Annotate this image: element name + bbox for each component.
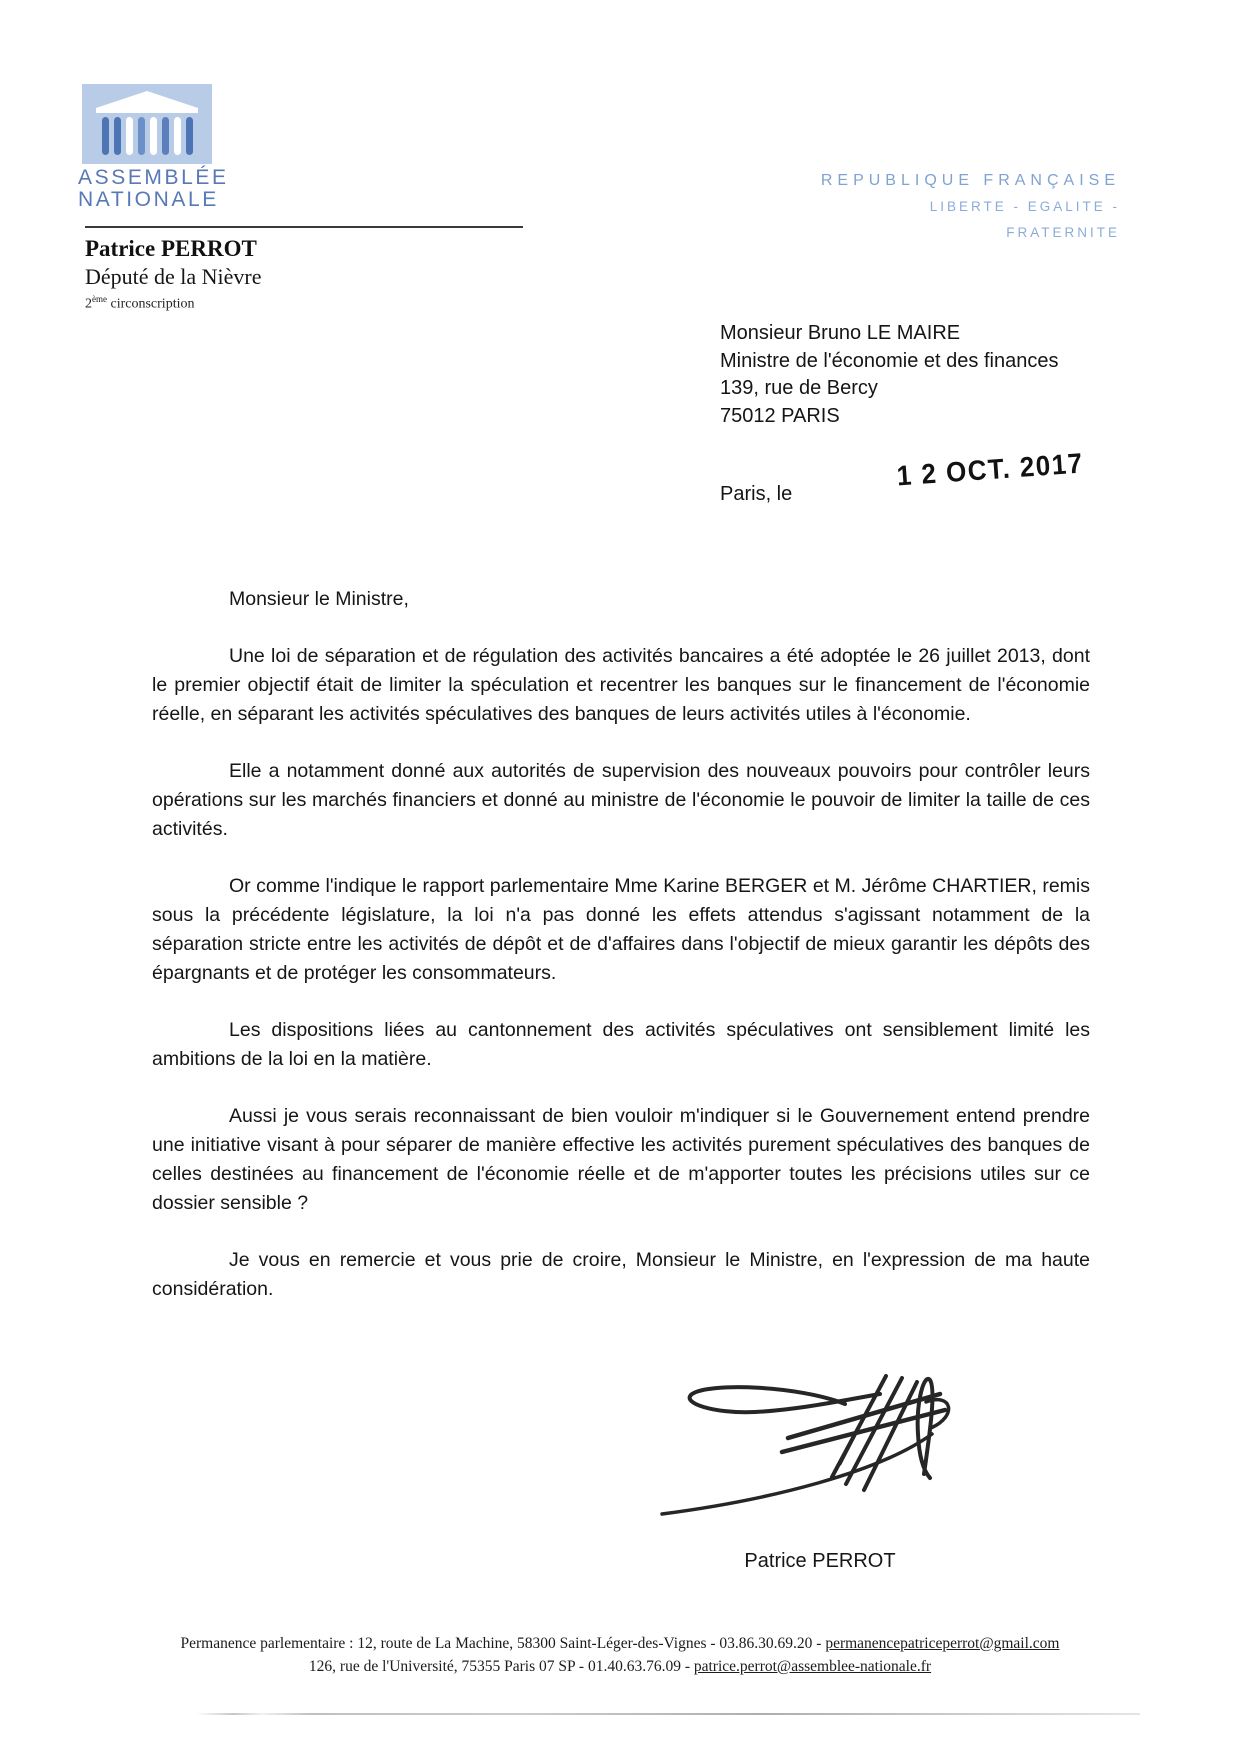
letter-body [152, 585, 1090, 1332]
district-label: circonscription [107, 296, 195, 312]
body-paragraph: Les dispositions liées au cantonnement des activités spéculatives ont sensiblement limité les ambitions de la loi en la matière. [152, 1019, 1090, 1070]
assemblee-nationale-logo parliament-building-icon [82, 84, 212, 164]
footer-line2-text: 126, rue de l'Université, 75355 Paris 07 SP - 01.40.63.76.09 - [308, 1658, 694, 1675]
handwritten-signature [640, 1372, 970, 1527]
dateline-place: Paris, le [720, 483, 793, 505]
district-ordinal-suffix: ème [92, 294, 107, 304]
recipient-line: 75012 PARIS [720, 404, 840, 427]
body-paragraph: Je vous en remercie et vous prie de croire, Monsieur le Ministre, en l'expression de ma haute considération. [152, 1249, 1090, 1300]
sender-name: Patrice PERROT [85, 236, 257, 261]
sender-district [85, 294, 194, 313]
footer-email-link-assemblee[interactable]: patrice.perrot@assemblee-nationale.fr [693, 1658, 932, 1675]
recipient-line: Ministre de l'économie et des finances [720, 349, 1059, 372]
recipient-line: 139, rue de Bercy [720, 377, 878, 399]
recipient-address-block [720, 320, 1058, 430]
body-paragraph: Une loi de séparation et de régulation des activités bancaires a été adoptée le 26 juillet 2013, dont le premier objectif était de limiter la spéculation et recentrer les banques sur le financement de l'économie réelle, en séparant les activités spéculatives des banques de leurs activités utiles à l'économie. [152, 645, 1090, 725]
republic-line2: LIBERTE - EGALITE - FRATERNITE [929, 199, 1120, 240]
body-paragraph: Aussi je vous serais reconnaissant de bien vouloir m'indiquer si le Gouvernement entend prendre une initiative visant à pour séparer de manière effective les activités purement spéculatives des banques de celles destinées au financement de l'économie réelle et de m'apporter toutes les précisions utiles sur ce dossier sensible ? [152, 1105, 1090, 1214]
signatory-name: Patrice PERROT [744, 1550, 896, 1572]
footer-line-2 [0, 1655, 1240, 1678]
letterhead-divider [85, 226, 523, 228]
org-name [78, 167, 229, 211]
date-stamp: 1 2 OCT. 2017 [895, 446, 1085, 492]
salutation: Monsieur le Ministre, [229, 588, 409, 610]
scan-artifact-line [196, 1713, 1140, 1715]
republic-line1: REPUBLIQUE FRANÇAISE [820, 172, 1120, 189]
footer-line-1 [0, 1632, 1240, 1655]
footer-email-link-gmail[interactable]: permanencepatriceperrot@gmail.com [825, 1635, 1060, 1652]
footer-line1-text: Permanence parlementaire : 12, route de La Machine, 58300 Saint-Léger-des-Vignes - 03.86.30.69.20 - [180, 1635, 826, 1652]
recipient-line: Monsieur Bruno LE MAIRE [720, 322, 961, 344]
body-paragraph: Or comme l'indique le rapport parlementaire Mme Karine BERGER et M. Jérôme CHARTIER, remis sous la précédente législature, la loi n'a pas donné les effets attendus s'agissant notamment de la séparation stricte entre les activités de dépôt et de d'affaires dans l'objectif de mieux garantir les dépôts des épargnants et de protéger les consommateurs. [152, 875, 1090, 984]
org-name-line1: ASSEMBLÉE [78, 166, 229, 189]
republic-motto [810, 168, 1120, 246]
footer-contact-block [0, 1632, 1240, 1678]
org-name-line2: NATIONALE [78, 188, 219, 211]
district-number: 2 [85, 296, 92, 312]
sender-title: Député de la Nièvre [85, 264, 262, 289]
body-paragraph: Elle a notamment donné aux autorités de supervision des nouveaux pouvoirs pour contrôler leurs opérations sur les marchés financiers et donné au ministre de l'économie le pouvoir de limiter la taille de ces activités. [152, 760, 1090, 840]
